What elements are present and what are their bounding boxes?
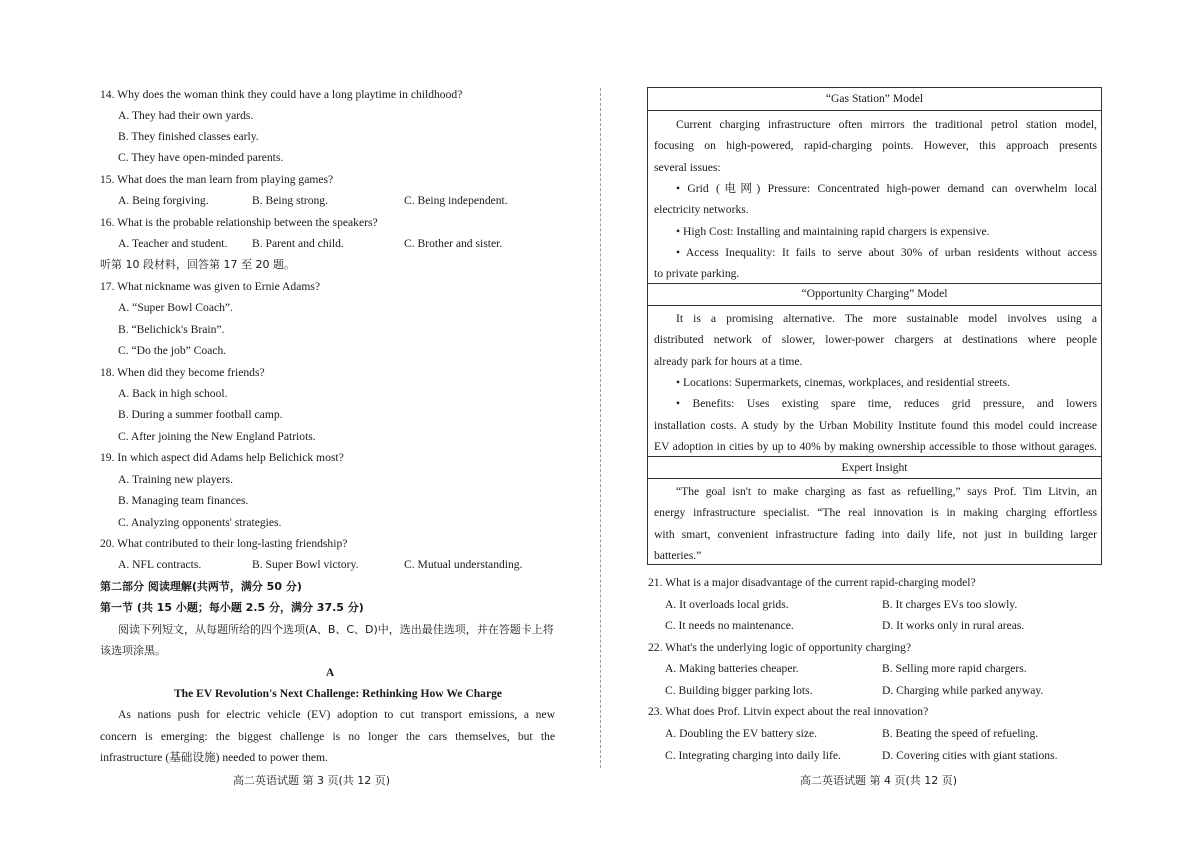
passage-line: concern is emerging: the biggest challenge is no longer the cars themselves, but the	[100, 730, 555, 743]
box-text-line: with smart, convenient infrastructure fading into daily life, not just in building larger	[654, 527, 1097, 541]
left-line: 阅读下列短文，从每题所给的四个选项(A、B、C、D)中，选出最佳选项，并在答题卡上将	[118, 623, 554, 636]
box-rule	[648, 110, 1101, 111]
left-line: A. Back in high school.	[118, 387, 228, 400]
box-section-heading: Expert Insight	[841, 461, 908, 474]
right-line: D. Charging while parked anyway.	[882, 684, 1044, 697]
box-text-line: energy infrastructure specialist. “The real innovation is in making charging effortless	[654, 506, 1097, 520]
box-text-line: Current charging infrastructure often mirrors the traditional petrol station model,	[676, 118, 1097, 131]
left-line: C. Analyzing opponents' strategies.	[118, 516, 282, 529]
left-line: 第一节 (共 15 小题；每小题 2.5 分，满分 37.5 分)	[100, 601, 364, 614]
box-text-line: “The goal isn't to make charging as fast as refuelling,” says Prof. Tim Litvin, an	[676, 485, 1097, 498]
passage-line: As nations push for electric vehicle (EV) adoption to cut transport emissions, a new	[118, 708, 555, 721]
box-section-heading: “Opportunity Charging” Model	[801, 287, 948, 300]
page-footer-right: 高二英语试题 第 4 页(共 12 页)	[800, 774, 958, 787]
passage-label: A	[325, 666, 335, 679]
box-text-line: EV adoption in cities by up to 40% by making ownership accessible to those without garages.	[654, 439, 1097, 453]
left-line: A. NFL contracts.	[118, 558, 202, 571]
right-line: B. Beating the speed of refueling.	[882, 727, 1039, 740]
left-line: B. “Belichick's Brain”.	[118, 323, 225, 336]
right-line: A. It overloads local grids.	[665, 598, 789, 611]
right-line: D. It works only in rural areas.	[882, 619, 1025, 632]
left-line: 18. When did they become friends?	[100, 366, 265, 379]
box-rule	[648, 478, 1101, 479]
passage-line: infrastructure (基础设施) needed to power them.	[100, 751, 328, 764]
right-line: B. It charges EVs too slowly.	[882, 598, 1018, 611]
box-text-line: electricity networks.	[654, 203, 749, 217]
left-line: 第二部分 阅读理解(共两节，满分 50 分)	[100, 580, 302, 593]
passage-title: The EV Revolution's Next Challenge: Rethinking How We Charge	[173, 687, 503, 700]
right-line: C. Integrating charging into daily life.	[665, 749, 841, 762]
box-text-line: • Locations: Supermarkets, cinemas, workplaces, and residential streets.	[676, 375, 1011, 389]
left-line: 14. Why does the woman think they could have a long playtime in childhood?	[100, 88, 463, 101]
left-line: 19. In which aspect did Adams help Belichick most?	[100, 451, 344, 464]
left-line: B. Being strong.	[252, 194, 329, 207]
page-footer-left: 高二英语试题 第 3 页(共 12 页)	[233, 774, 391, 787]
box-text-line: • Access Inequality: It fails to serve about 30% of urban residents without access	[676, 245, 1097, 259]
box-text-line: • Grid (电网) Pressure: Concentrated high-power demand can overwhelm local	[676, 181, 1097, 195]
box-rule	[648, 456, 1101, 457]
left-line: B. During a summer football camp.	[118, 408, 283, 421]
left-line: C. After joining the New England Patriots.	[118, 430, 316, 443]
box-text-line: • High Cost: Installing and maintaining rapid chargers is expensive.	[676, 224, 990, 238]
box-text-line: • Benefits: Uses existing spare time, reduces grid pressure, and lowers	[676, 397, 1097, 411]
box-text-line: already park for hours at a time.	[654, 354, 803, 368]
right-line: 23. What does Prof. Litvin expect about the real innovation?	[648, 705, 929, 718]
box-section-heading: “Gas Station” Model	[825, 92, 924, 105]
left-line: B. Parent and child.	[252, 237, 344, 250]
right-line: 21. What is a major disadvantage of the current rapid-charging model?	[648, 576, 976, 589]
left-line: 20. What contributed to their long-lasting friendship?	[100, 537, 348, 550]
left-line: 17. What nickname was given to Ernie Adams?	[100, 280, 321, 293]
right-line: C. Building bigger parking lots.	[665, 684, 813, 697]
left-line: 15. What does the man learn from playing games?	[100, 173, 334, 186]
left-line: C. Being independent.	[404, 194, 508, 207]
left-line: B. Super Bowl victory.	[252, 558, 359, 571]
left-line: 16. What is the probable relationship between the speakers?	[100, 216, 378, 229]
left-line: C. Brother and sister.	[404, 237, 503, 250]
left-line: B. Managing team finances.	[118, 494, 249, 507]
left-line: C. They have open-minded parents.	[118, 151, 284, 164]
right-line: A. Doubling the EV battery size.	[665, 727, 818, 740]
box-text-line: batteries.”	[654, 548, 702, 562]
left-line: A. Being forgiving.	[118, 194, 209, 207]
info-box	[647, 87, 1102, 565]
left-line: A. They had their own yards.	[118, 109, 254, 122]
right-line: 22. What's the underlying logic of opportunity charging?	[648, 641, 912, 654]
right-line: A. Making batteries cheaper.	[665, 662, 799, 675]
box-text-line: to private parking.	[654, 267, 740, 281]
left-line: C. “Do the job” Coach.	[118, 344, 227, 357]
right-line: C. It needs no maintenance.	[665, 619, 794, 632]
left-line: A. “Super Bowl Coach”.	[118, 301, 233, 314]
box-text-line: several issues:	[654, 160, 721, 174]
left-line: B. They finished classes early.	[118, 130, 259, 143]
box-rule	[648, 283, 1101, 284]
box-text-line: installation costs. A study by the Urban Mobility Institute found this model could increase	[654, 418, 1097, 432]
left-line: C. Mutual understanding.	[404, 558, 523, 571]
left-line: A. Teacher and student.	[118, 237, 228, 250]
left-line: 该选项涂黑。	[100, 644, 166, 657]
box-text-line: distributed network of slower, lower-power chargers at destinations where people	[654, 333, 1097, 347]
box-rule	[648, 305, 1101, 306]
left-line: A. Training new players.	[118, 473, 233, 486]
box-text-line: It is a promising alternative. The more sustainable model involves using a	[676, 312, 1097, 325]
right-line: D. Covering cities with giant stations.	[882, 749, 1058, 762]
box-text-line: focusing on high-powered, rapid-charging points. However, this approach presents	[654, 139, 1097, 153]
left-line: 听第 10 段材料，回答第 17 至 20 题。	[100, 258, 295, 271]
right-line: B. Selling more rapid chargers.	[882, 662, 1027, 675]
